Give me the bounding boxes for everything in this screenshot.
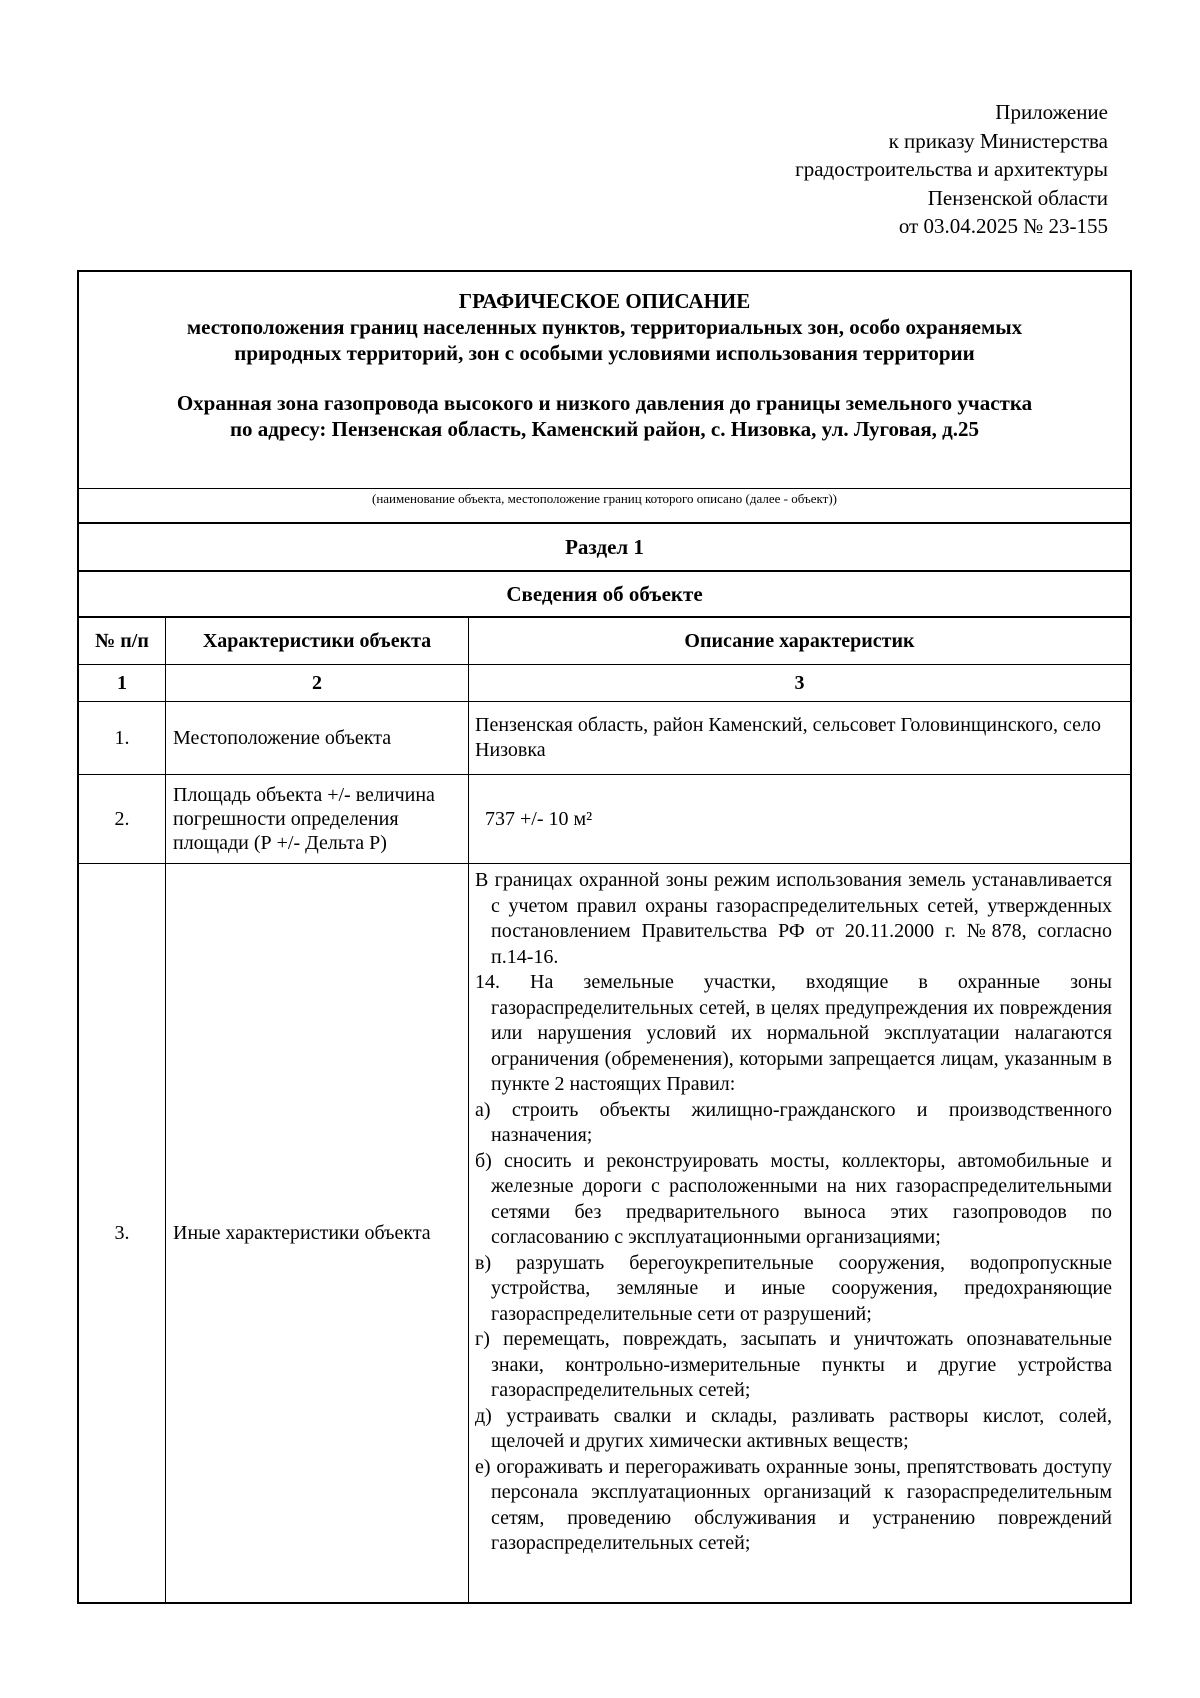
- object-caption: (наименование объекта, местоположение границ которого описано (далее - объект)): [79, 488, 1130, 522]
- column-number-row: [79, 665, 1130, 702]
- table-row: [79, 775, 1130, 864]
- restriction-paragraph: г) перемещать, повреждать, засыпать и уничтожать опознавательные знаки, контрольно-измерительные пункты и другие устройства газораспределительных сетей;: [475, 1328, 1112, 1401]
- restriction-paragraph: 14. На земельные участки, входящие в охранные зоны газораспределительных сетей, в целях предупреждения их повреждения или нарушения условий их нормальной эксплуатации налагаются ограничения (обременения), которыми запрещается лицам, указанным в пункте 2 настоящих Правил:: [475, 971, 1112, 1095]
- appendix-line: градостроительства и архитектуры: [795, 157, 1108, 181]
- characteristics-table: [79, 616, 1130, 1602]
- column-number: 1: [79, 665, 166, 702]
- header-cell-number: № п/п: [79, 617, 166, 665]
- object-name-line2: по адресу: Пензенская область, Каменский район, с. Низовка, ул. Луговая, д.25: [229, 417, 980, 441]
- appendix-line: Пензенской области: [927, 185, 1108, 210]
- column-number: 3: [469, 665, 1131, 702]
- row-number: 3.: [79, 864, 166, 1603]
- restriction-paragraph: б) сносить и реконструировать мосты, коллекторы, автомобильные и железные дороги с расположенными на них газораспределительными сетями без предварительного выноса этих газопроводов по согласованию с эксплуатационными организациями;: [475, 1149, 1112, 1248]
- table-row: [79, 864, 1130, 1603]
- section-title: Раздел 1: [79, 522, 1130, 570]
- row-characteristic-text: Площадь объекта +/- величина погрешности определения площади (Р +/- Дельта Р): [173, 784, 435, 854]
- row-number: 2.: [79, 775, 166, 864]
- appendix-line: Приложение: [995, 100, 1108, 124]
- document-frame: [77, 270, 1132, 1604]
- row-characteristic: [166, 864, 469, 1603]
- header-cell-characteristic: Характеристики объекта: [166, 617, 469, 665]
- object-name-line1: Охранная зона газопровода высокого и низкого давления до границы земельного участка: [176, 391, 1033, 415]
- row-description: [469, 864, 1131, 1603]
- column-number: 2: [166, 665, 469, 702]
- appendix-block: [608, 98, 1108, 241]
- document-subtitle-line1: местоположения границ населенных пунктов, территориальных зон, особо охраняемых: [186, 315, 1023, 339]
- table-row: [79, 702, 1130, 775]
- table-header-row: [79, 617, 1130, 665]
- row-description: Пензенская область, район Каменский, сельсовет Головинщинского, село Низовка: [469, 702, 1131, 775]
- row-characteristic-text: Местоположение объекта: [173, 726, 392, 749]
- section-subtitle: Сведения об объекте: [79, 570, 1130, 616]
- title-block: [79, 272, 1130, 488]
- restriction-paragraph: В границах охранной зоны режим использования земель устанавливается с учетом правил охраны газораспределительных сетей, утвержденных постановлением Правительства РФ от 20.11.2000 г. №878, согласно п.14-16.: [475, 869, 1112, 968]
- appendix-line: от 03.04.2025 № 23-155: [898, 214, 1108, 238]
- area-value: 737 +/- 10 м²: [485, 807, 593, 830]
- row-description: [469, 775, 1131, 864]
- row-characteristic: [166, 775, 469, 864]
- restriction-paragraph: е) огораживать и перегораживать охранные зоны, препятствовать доступу персонала эксплуатационных организаций к газораспределительным сетям, проведению обслуживания и устранению повреждений газораспределительных сетей;: [475, 1455, 1112, 1554]
- appendix-line: к приказу Министерства: [888, 128, 1108, 153]
- row-characteristic-text: Иные характеристики объекта: [173, 1221, 431, 1244]
- row-number: 1.: [79, 702, 166, 775]
- restriction-paragraph: а) строить объекты жилищно-гражданского и производственного назначения;: [475, 1098, 1112, 1146]
- document-subtitle-line2: природных территорий, зон с особыми условиями использования территории: [234, 341, 975, 365]
- restriction-paragraph: в) разрушать берегоукрепительные сооружения, водопропускные устройства, земляные и иные сооружения, предохраняющие газораспределительные сети от разрушений;: [475, 1251, 1112, 1325]
- restriction-paragraph: д) устраивать свалки и склады, разливать растворы кислот, солей, щелочей и других химически активных веществ;: [475, 1404, 1112, 1452]
- document-title: ГРАФИЧЕСКОЕ ОПИСАНИЕ: [458, 289, 751, 313]
- header-cell-description: Описание характеристик: [469, 617, 1131, 665]
- row-characteristic: [166, 702, 469, 775]
